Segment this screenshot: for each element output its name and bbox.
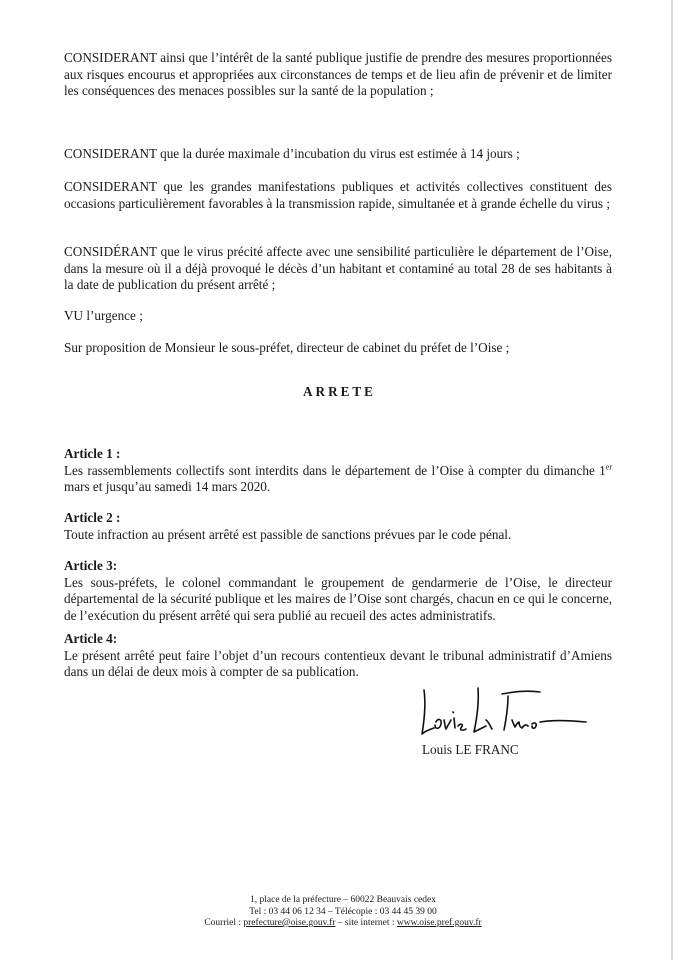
footer-web: Courriel : prefecture@oise.gouv.fr – site internet : www.oise.pref.gouv.fr: [204, 918, 482, 928]
considerant-gatherings: CONSIDERANT que les grandes manifestations publiques et activités collectives constituent des occasions particulièrement favorables à la transmission rapide, simultanée et à grande échelle du virus ;: [64, 179, 612, 211]
article-1-superscript: er: [605, 462, 612, 472]
footer-email-link[interactable]: prefecture@oise.gouv.fr: [243, 918, 336, 928]
article-4-text: Le présent arrêté peut faire l’objet d’un recours contentieux devant le tribunal administratif d’Amiens dans un délai de deux mois à compter de sa publication.: [64, 647, 612, 679]
article-2-title: Article 2 :: [64, 510, 121, 525]
article-2: [64, 510, 612, 543]
footer-contact: [200, 895, 486, 930]
page-edge-divider: [671, 0, 673, 960]
footer-phone: Tel : 03 44 06 12 34 – Télécopie : 03 44 45 39 00: [249, 906, 437, 917]
arrete-heading: ARRETE: [303, 384, 376, 399]
footer-address: 1, place de la préfecture – 60022 Beauvais cedex: [250, 895, 436, 905]
article-3-title: Article 3:: [64, 558, 118, 573]
considerant-incubation: CONSIDERANT que la durée maximale d’incubation du virus est estimée à 14 jours ;: [64, 146, 520, 161]
vu-urgence: VU l’urgence ;: [64, 308, 143, 323]
article-3: [64, 558, 612, 624]
footer-website-link[interactable]: www.oise.pref.gouv.fr: [396, 918, 482, 928]
article-4: [64, 631, 612, 681]
signer-name: Louis LE FRANC: [422, 742, 519, 757]
article-1: [64, 446, 612, 496]
article-1-text: Les rassemblements collectifs sont interdits dans le département de l’Oise à compter du dimanche 1er mars et jusqu’au samedi 14 mars 2020.: [64, 462, 612, 494]
considerant-public-health: CONSIDERANT ainsi que l’intérêt de la santé publique justifie de prendre des mesures proportionnées aux risques encourus et appropriées aux circonstances de temps et de lieu afin de prévenir et de limiter les conséquences des menaces possibles sur la santé de la population ;: [64, 50, 612, 98]
sur-proposition: Sur proposition de Monsieur le sous-préfet, directeur de cabinet du préfet de l’Oise ;: [64, 340, 510, 355]
article-3-text: Les sous-préfets, le colonel commandant le groupement de gendarmerie de l’Oise, le directeur départemental de la sécurité publique et les maires de l’Oise sont chargés, chacun en ce qui le concerne, de l’exécution du présent arrêté qui sera publié au recueil des actes administratifs.: [64, 574, 612, 623]
article-2-text: Toute infraction au présent arrêté est passible de sanctions prévues par le code pénal.: [64, 526, 512, 542]
considerant-oise: CONSIDÉRANT que le virus précité affecte avec une sensibilité particulière le département de l’Oise, dans la mesure où il a déjà provoqué le décès d’un habitant et contaminé au total 28 de ses habitants à la date de publication du présent arrêté ;: [64, 244, 612, 292]
article-1-title: Article 1 :: [64, 446, 121, 461]
article-4-title: Article 4:: [64, 631, 118, 646]
handwritten-signature: [416, 682, 591, 742]
